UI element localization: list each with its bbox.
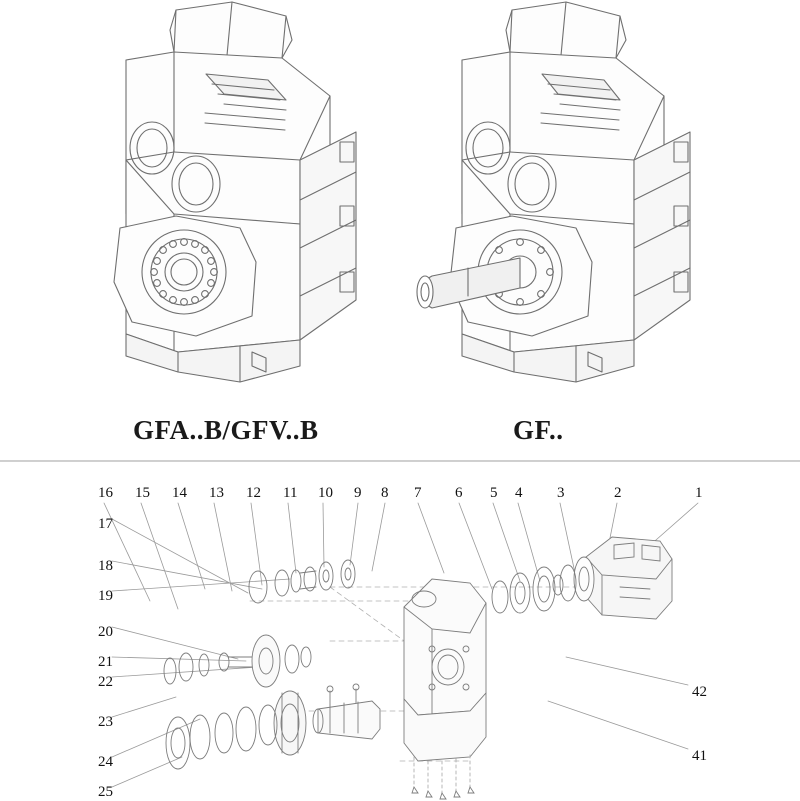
callout-42: 42 [692,684,707,700]
callout-24: 24 [98,754,113,770]
callout-5: 5 [490,485,498,501]
callout-25: 25 [98,784,113,800]
callout-16: 16 [98,485,113,501]
callout-7: 7 [414,485,422,501]
exploded-parts-section [0,460,800,801]
callout-6: 6 [455,485,463,501]
caption-gf: GF.. [513,415,564,445]
callout-22: 22 [98,674,113,690]
callout-8: 8 [381,485,389,501]
callout-41: 41 [692,748,707,764]
callout-23: 23 [98,714,113,730]
callout-21: 21 [98,654,113,670]
callout-3: 3 [557,485,565,501]
gearbox-left-drawing [114,2,356,382]
callout-18: 18 [98,558,113,574]
leader-lines-right [548,657,688,749]
part-large-gear [166,684,380,769]
callout-10: 10 [318,485,333,501]
callout-4: 4 [515,485,523,501]
callout-15: 15 [135,485,150,501]
caption-gfa-b-gfv-b: GFA..B/GFV..B [133,415,319,445]
exploded-parts-drawing [0,461,800,801]
callout-9: 9 [354,485,362,501]
callout-13: 13 [209,485,224,501]
callout-2: 2 [614,485,622,501]
callout-19: 19 [98,588,113,604]
part-motor-adapter [560,537,672,619]
callout-11: 11 [283,485,298,501]
part-fasteners [412,787,474,799]
callout-1: 1 [695,485,703,501]
callout-20: 20 [98,624,113,640]
callout-14: 14 [172,485,187,501]
callout-17: 17 [98,516,113,532]
gearbox-right-drawing [417,2,690,382]
callout-12: 12 [246,485,261,501]
